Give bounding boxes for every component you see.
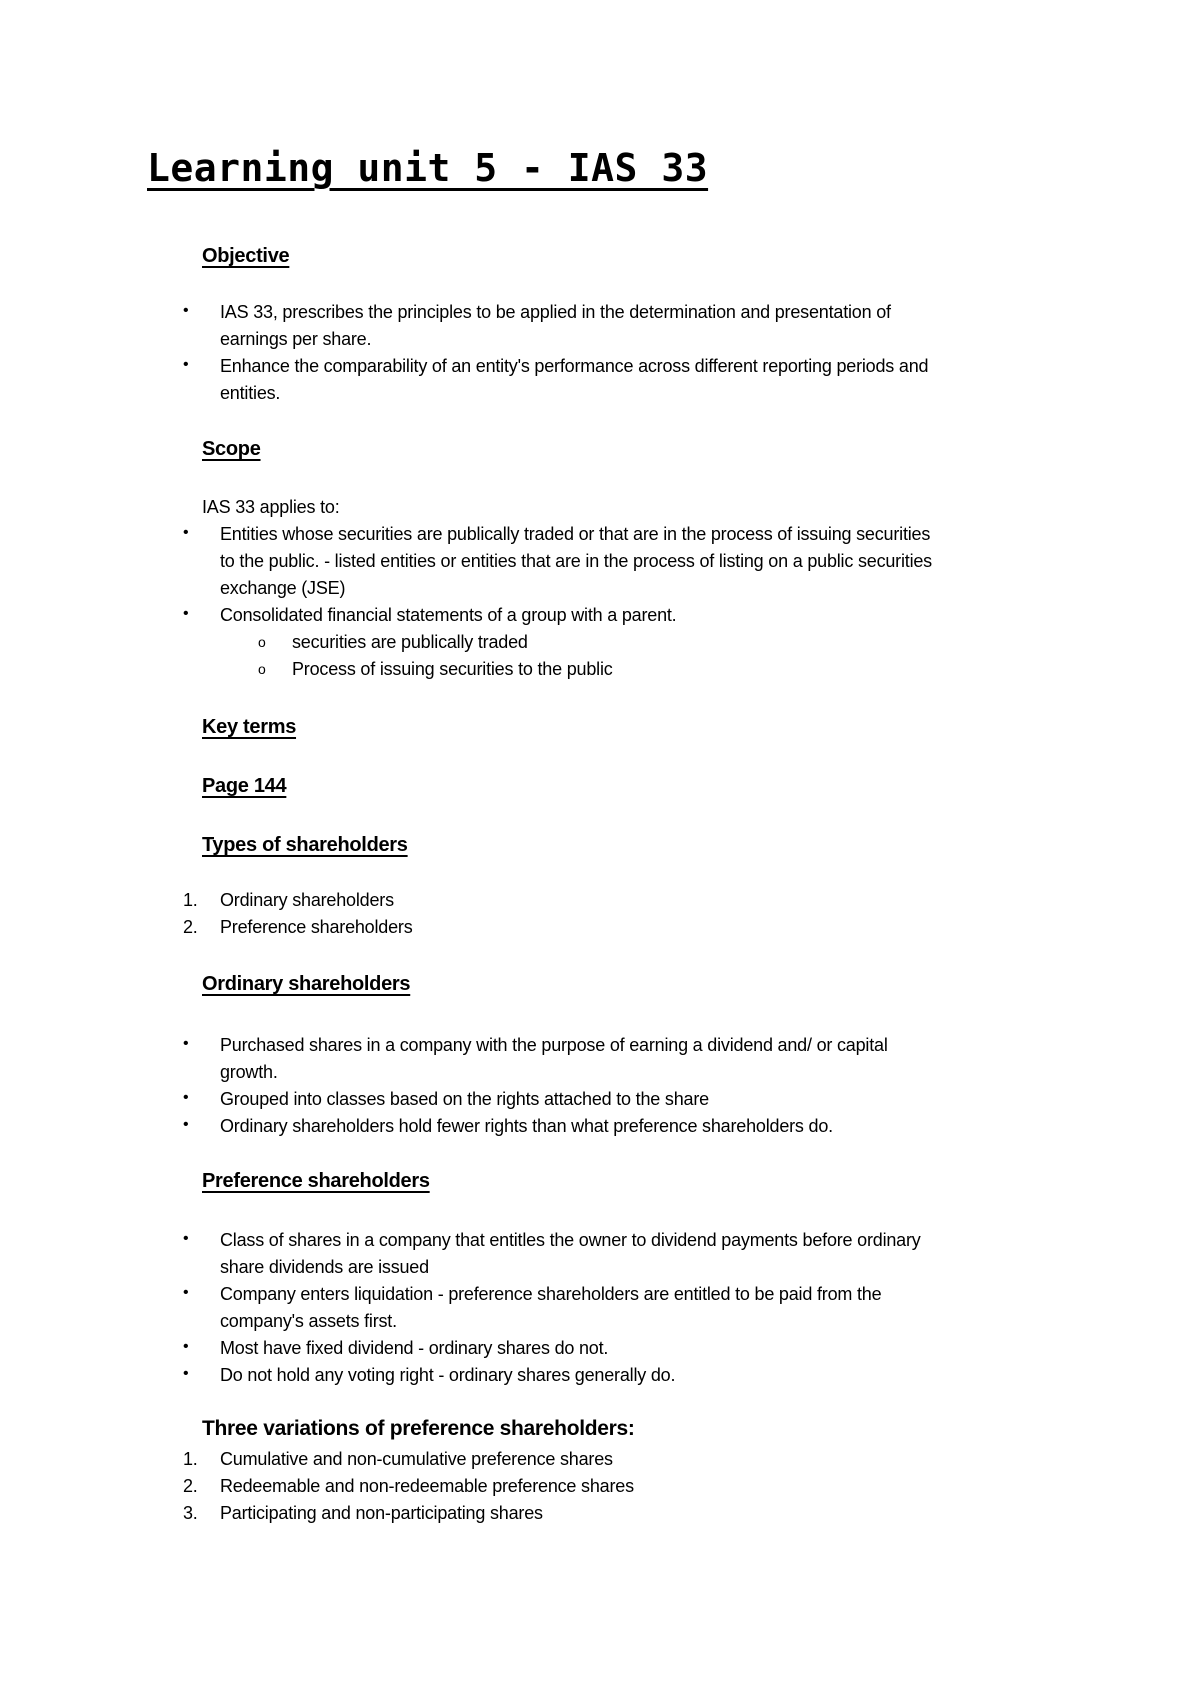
circle-bullet-icon: o [258, 661, 266, 677]
list-item: • Enhance the comparability of an entity's performance across different reporting periods and entities. [0, 353, 928, 407]
preference-heading: Preference shareholders [202, 1170, 430, 1192]
ordinary-list [0, 1032, 888, 1140]
list-item: • Purchased shares in a company with the purpose of earning a dividend and/ or capital growth. [0, 1032, 888, 1086]
bullet-icon: • [183, 1089, 189, 1106]
list-item: • Grouped into classes based on the rights attached to the share [0, 1086, 888, 1113]
list-item: • Consolidated financial statements of a group with a parent. [0, 602, 932, 629]
list-item: 1. Ordinary shareholders [183, 890, 394, 910]
list-item: • Ordinary shareholders hold fewer rights than what preference shareholders do. [0, 1113, 888, 1140]
list-item: 1. Cumulative and non-cumulative preference shares [183, 1449, 613, 1469]
types-heading: Types of shareholders [202, 834, 408, 856]
key-terms-heading: Key terms [202, 716, 297, 738]
page-reference-heading: Page 144 [202, 775, 287, 797]
preference-list [0, 1227, 921, 1389]
scope-intro: IAS 33 applies to: [202, 497, 340, 517]
bullet-icon: • [183, 302, 189, 319]
list-item: • Entities whose securities are publically traded or that are in the process of issuing securities to the public. - listed entities or entities that are in the process of listing on a public securities exchange (JSE) [0, 521, 932, 602]
types-list [0, 887, 413, 941]
sub-list-item: o Process of issuing securities to the public [0, 656, 613, 683]
list-item: • Do not hold any voting right - ordinary shares generally do. [0, 1362, 921, 1389]
bullet-icon: • [183, 1365, 189, 1382]
list-item: • Class of shares in a company that entitles the owner to dividend payments before ordinary share dividends are issued [0, 1227, 921, 1281]
bullet-icon: • [183, 1284, 189, 1301]
list-item: • IAS 33, prescribes the principles to be applied in the determination and presentation of earnings per share. [0, 299, 928, 353]
scope-list [0, 521, 932, 629]
ordinary-heading: Ordinary shareholders [202, 973, 411, 995]
variations-heading: Three variations of preference shareholders: [202, 1417, 635, 1440]
list-item: • Most have fixed dividend - ordinary shares do not. [0, 1335, 921, 1362]
scope-heading: Scope [202, 438, 261, 460]
sub-list-item: o securities are publically traded [0, 629, 613, 656]
scope-sub-list [0, 629, 613, 683]
list-item: 2. Preference shareholders [183, 917, 413, 937]
bullet-icon: • [183, 1338, 189, 1355]
bullet-icon: • [183, 1230, 189, 1247]
list-item: 3. Participating and non-participating shares [183, 1503, 543, 1523]
variations-list [0, 1446, 634, 1527]
list-item: 2. Redeemable and non-redeemable preference shares [183, 1476, 634, 1496]
page-title: Learning unit 5 - IAS 33 [147, 146, 709, 190]
circle-bullet-icon: o [258, 634, 266, 650]
bullet-icon: • [183, 524, 189, 541]
bullet-icon: • [183, 1035, 189, 1052]
list-item: • Company enters liquidation - preference shareholders are entitled to be paid from the company's assets first. [0, 1281, 921, 1335]
objective-list [0, 299, 928, 407]
bullet-icon: • [183, 356, 189, 373]
objective-heading: Objective [202, 245, 290, 267]
bullet-icon: • [183, 605, 189, 622]
bullet-icon: • [183, 1116, 189, 1133]
